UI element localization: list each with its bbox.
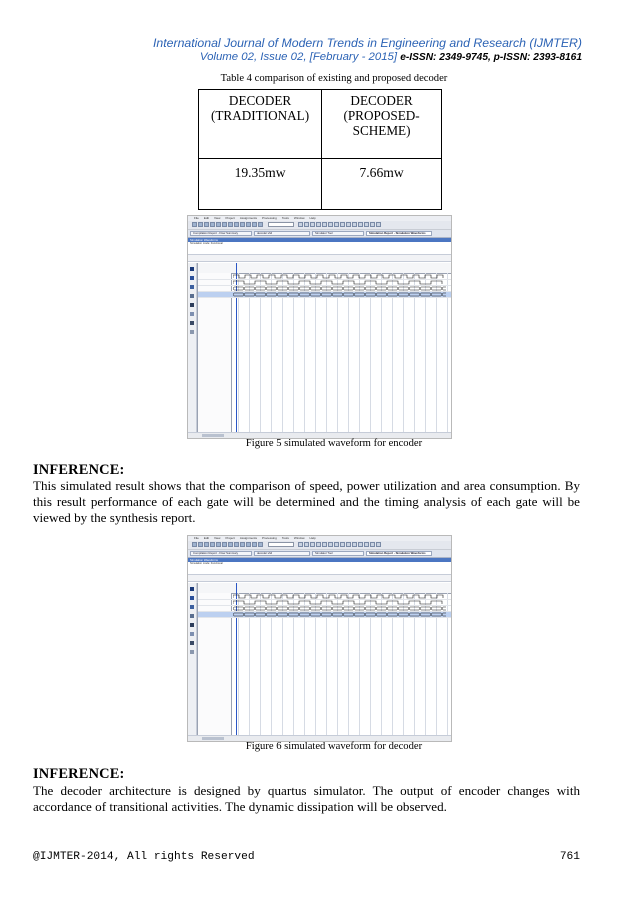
pane-body: Simulation mode: Functional bbox=[188, 562, 451, 575]
toolbar-button[interactable] bbox=[340, 542, 345, 547]
toolbar-button[interactable] bbox=[358, 542, 363, 547]
toolbar-button[interactable] bbox=[334, 542, 339, 547]
tool-icon[interactable] bbox=[190, 321, 194, 325]
toolbar-button[interactable] bbox=[358, 222, 363, 227]
toolbar-button[interactable] bbox=[322, 222, 327, 227]
document-tabs bbox=[188, 230, 451, 238]
document-tabs bbox=[188, 550, 451, 558]
toolbar-button[interactable] bbox=[216, 542, 221, 547]
waveform-path bbox=[233, 601, 442, 604]
menu-item[interactable]: Project bbox=[225, 216, 235, 220]
figure5-caption: Figure 5 simulated waveform for encoder bbox=[245, 438, 423, 449]
toolbar-button[interactable] bbox=[370, 222, 375, 227]
toolbar-button[interactable] bbox=[340, 222, 345, 227]
document-tab[interactable]: Compilation Report - Flow Summary bbox=[190, 551, 252, 556]
inference1-heading: INFERENCE: bbox=[33, 462, 125, 478]
document-tab[interactable]: Simulation Report - Simulation Waveforms bbox=[366, 551, 432, 556]
inference2-heading: INFERENCE: bbox=[33, 766, 125, 782]
comparison-table bbox=[198, 89, 442, 210]
tool-icon[interactable] bbox=[190, 276, 194, 280]
menu-item[interactable]: Tools bbox=[281, 216, 289, 220]
inference1-text: This simulated result shows that the comparison of speed, power utilization and area consumption. By this result performance of each gate will be determined and the timing analysis of each gate will be viewed by the synthesis report. bbox=[33, 478, 580, 526]
toolbar-button[interactable] bbox=[246, 542, 251, 547]
tool-icon[interactable] bbox=[190, 641, 194, 645]
toolbar-button[interactable] bbox=[352, 222, 357, 227]
toolbar-button[interactable] bbox=[228, 222, 233, 227]
toolbar-button[interactable] bbox=[322, 542, 327, 547]
toolbar-button[interactable] bbox=[228, 542, 233, 547]
toolbar-button[interactable] bbox=[198, 222, 203, 227]
toolbar-button[interactable] bbox=[376, 222, 381, 227]
bus-trace bbox=[233, 286, 446, 291]
waveform-trace bbox=[233, 280, 446, 285]
toolbar-button[interactable] bbox=[328, 222, 333, 227]
menu-item[interactable]: File bbox=[194, 536, 199, 540]
waveform-path bbox=[233, 281, 442, 284]
bus-path bbox=[233, 287, 446, 290]
waveform-grid bbox=[197, 583, 451, 735]
bus-path bbox=[233, 293, 446, 296]
toolbar-combo[interactable] bbox=[268, 542, 294, 547]
tool-palette bbox=[188, 583, 197, 735]
table-value-traditional: 19.35mw bbox=[199, 159, 322, 210]
toolbar-button[interactable] bbox=[364, 542, 369, 547]
toolbar-button[interactable] bbox=[234, 542, 239, 547]
document-tab[interactable]: Simulation Report - Simulation Waveforms bbox=[366, 231, 432, 236]
toolbar-button[interactable] bbox=[216, 222, 221, 227]
menu-item[interactable]: View bbox=[214, 216, 221, 220]
signal-row-selected[interactable] bbox=[198, 292, 451, 298]
tool-icon[interactable] bbox=[190, 632, 194, 636]
document-tab[interactable]: Simulator Tool bbox=[312, 231, 364, 236]
document-tab[interactable]: Compilation Report - Flow Summary bbox=[190, 231, 252, 236]
tool-icon[interactable] bbox=[190, 267, 194, 271]
scrollbar-thumb[interactable] bbox=[202, 434, 224, 437]
tool-icon[interactable] bbox=[190, 294, 194, 298]
toolbar bbox=[188, 221, 451, 230]
toolbar-button[interactable] bbox=[240, 542, 245, 547]
menu-item[interactable]: View bbox=[214, 536, 221, 540]
tool-icon[interactable] bbox=[190, 650, 194, 654]
menu-item[interactable]: Processing bbox=[262, 216, 277, 220]
toolbar-button[interactable] bbox=[210, 542, 215, 547]
menu-item[interactable]: Processing bbox=[262, 536, 277, 540]
waveform-trace bbox=[233, 594, 446, 599]
tool-icon[interactable] bbox=[190, 614, 194, 618]
time-ruler bbox=[188, 575, 451, 582]
menu-item[interactable]: Edit bbox=[203, 536, 210, 540]
figure6-simulator-screenshot bbox=[187, 535, 452, 742]
menu-item[interactable]: Assignments bbox=[239, 536, 257, 540]
toolbar-button[interactable] bbox=[328, 542, 333, 547]
toolbar bbox=[188, 541, 451, 550]
menu-item[interactable]: File bbox=[194, 216, 199, 220]
toolbar-button[interactable] bbox=[204, 222, 209, 227]
menu-item[interactable]: Help bbox=[309, 216, 316, 220]
toolbar-button[interactable] bbox=[246, 222, 251, 227]
table-header-traditional: DECODER (TRADITIONAL) bbox=[199, 90, 322, 159]
toolbar-button[interactable] bbox=[370, 542, 375, 547]
volume-text: Volume 02, Issue 02, [February - 2015] bbox=[199, 51, 398, 63]
tool-palette bbox=[188, 263, 197, 432]
tool-icon[interactable] bbox=[190, 312, 194, 316]
menu-item[interactable]: Help bbox=[309, 536, 316, 540]
toolbar-button[interactable] bbox=[198, 542, 203, 547]
toolbar-button[interactable] bbox=[192, 542, 197, 547]
bus-trace bbox=[233, 292, 446, 297]
footer-copyright: @IJMTER-2014, All rights Reserved bbox=[33, 851, 255, 863]
toolbar-button[interactable] bbox=[334, 222, 339, 227]
tool-icon[interactable] bbox=[190, 587, 194, 591]
journal-title: International Journal of Modern Trends in Engineering and Research (IJMTER) bbox=[152, 36, 582, 50]
waveform-grid bbox=[197, 263, 451, 432]
bus-path bbox=[233, 613, 446, 616]
scrollbar-thumb[interactable] bbox=[202, 737, 224, 740]
document-tab[interactable]: Simulator Tool bbox=[312, 551, 364, 556]
toolbar-button[interactable] bbox=[352, 542, 357, 547]
document-tab[interactable]: decoder.vhd bbox=[254, 551, 310, 556]
menu-item[interactable]: Assignments bbox=[239, 216, 257, 220]
tool-icon[interactable] bbox=[190, 330, 194, 334]
figure6-caption: Figure 6 simulated waveform for decoder bbox=[245, 741, 423, 752]
toolbar-button[interactable] bbox=[222, 542, 227, 547]
waveform-path bbox=[233, 595, 443, 598]
toolbar-button[interactable] bbox=[252, 542, 257, 547]
toolbar-button[interactable] bbox=[346, 542, 351, 547]
document-tab[interactable]: decoder.vhd bbox=[254, 231, 310, 236]
toolbar-button[interactable] bbox=[316, 542, 321, 547]
table-header-proposed: DECODER (PROPOSED- SCHEME) bbox=[322, 90, 442, 159]
time-ruler bbox=[188, 255, 451, 262]
bus-trace bbox=[233, 606, 446, 611]
tool-icon[interactable] bbox=[190, 285, 194, 289]
toolbar-button[interactable] bbox=[222, 222, 227, 227]
toolbar-button[interactable] bbox=[210, 222, 215, 227]
toolbar-button[interactable] bbox=[204, 542, 209, 547]
menu-item[interactable]: Project bbox=[225, 536, 235, 540]
inference2-text: The decoder architecture is designed by quartus simulator. The output of encoder changes with accordance of transitional activities. The dynamic dissipation will be observed. bbox=[33, 783, 580, 815]
pane-title: Simulation Waveforms bbox=[188, 558, 451, 562]
table-value-proposed: 7.66mw bbox=[322, 159, 442, 210]
toolbar-button[interactable] bbox=[316, 222, 321, 227]
pane-title: Simulation Waveforms bbox=[188, 238, 451, 242]
toolbar-button[interactable] bbox=[376, 542, 381, 547]
toolbar-button[interactable] bbox=[192, 222, 197, 227]
waveform-path bbox=[233, 275, 443, 278]
pane-body: Simulation mode: Functional bbox=[188, 242, 451, 255]
menu-item[interactable]: Tools bbox=[281, 536, 289, 540]
toolbar-button[interactable] bbox=[258, 542, 263, 547]
toolbar-button[interactable] bbox=[310, 222, 315, 227]
toolbar-button[interactable] bbox=[304, 222, 309, 227]
signal-row-selected[interactable] bbox=[198, 612, 451, 618]
figure5-simulator-screenshot bbox=[187, 215, 452, 439]
bus-trace bbox=[233, 612, 446, 617]
toolbar-combo[interactable] bbox=[268, 222, 294, 227]
tool-icon[interactable] bbox=[190, 596, 194, 600]
bus-path bbox=[233, 607, 446, 610]
toolbar-button[interactable] bbox=[252, 222, 257, 227]
toolbar-button[interactable] bbox=[298, 222, 303, 227]
table4-caption: Table 4 comparison of existing and proposed decoder bbox=[220, 73, 448, 84]
issn-text: e-ISSN: 2349-9745, p-ISSN: 2393-8161 bbox=[400, 52, 582, 63]
menu-item[interactable]: Edit bbox=[203, 216, 210, 220]
menu-item[interactable]: Window bbox=[293, 536, 305, 540]
tool-icon[interactable] bbox=[190, 605, 194, 609]
toolbar-button[interactable] bbox=[364, 222, 369, 227]
tool-icon[interactable] bbox=[190, 303, 194, 307]
toolbar-button[interactable] bbox=[234, 222, 239, 227]
toolbar-button[interactable] bbox=[298, 542, 303, 547]
tool-icon[interactable] bbox=[190, 623, 194, 627]
toolbar-button[interactable] bbox=[240, 222, 245, 227]
toolbar-button[interactable] bbox=[346, 222, 351, 227]
toolbar-button[interactable] bbox=[310, 542, 315, 547]
waveform-trace bbox=[233, 274, 446, 279]
volume-issn-line bbox=[0, 51, 638, 63]
menu-item[interactable]: Window bbox=[293, 216, 305, 220]
page-number: 761 bbox=[559, 851, 580, 863]
toolbar-button[interactable] bbox=[304, 542, 309, 547]
toolbar-button[interactable] bbox=[258, 222, 263, 227]
waveform-trace bbox=[233, 600, 446, 605]
